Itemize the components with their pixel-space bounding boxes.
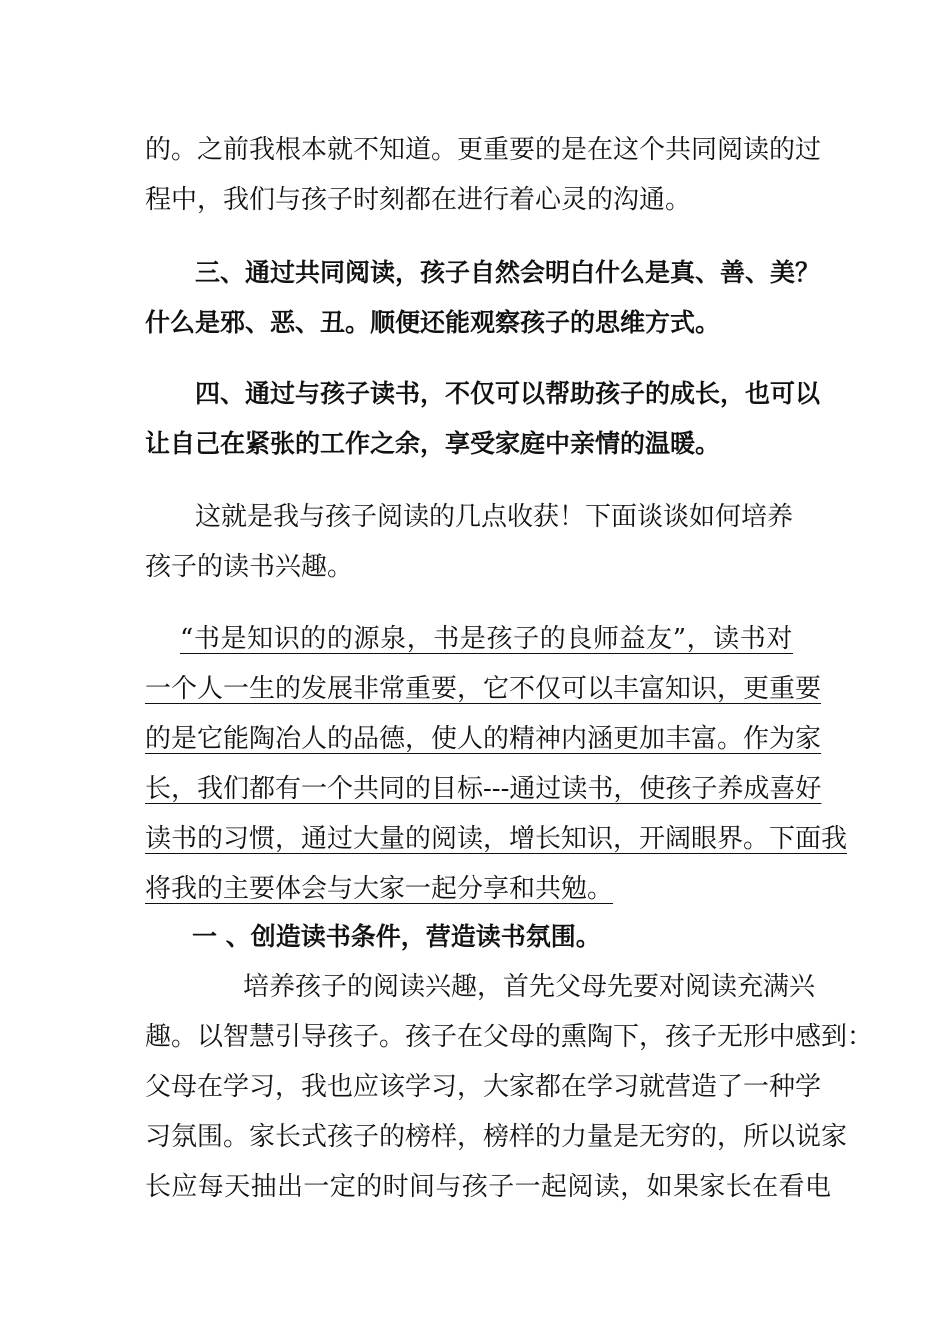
text-line: 培养孩子的阅读兴趣，首先父母先要对阅读充满兴	[243, 972, 816, 1002]
text-line: 孩子的读书兴趣。	[145, 552, 354, 582]
text-line: 的。之前我根本就不知道。更重要的是在这个共同阅读的过	[145, 135, 822, 165]
bold-heading-line: 四、通过与孩子读书，不仅可以帮助孩子的成长，也可以	[195, 379, 821, 408]
text-line: 程中，我们与孩子时刻都在进行着心灵的沟通。	[145, 185, 692, 215]
bold-heading-line: 什么是邪、恶、丑。顺便还能观察孩子的思维方式。	[145, 308, 721, 337]
underlined-text-line: 读书的习惯，通过大量的阅读，增长知识，开阔眼界。下面我	[145, 824, 848, 854]
underlined-text-line: 将我的主要体会与大家一起分享和共勉。	[145, 874, 614, 904]
underlined-text-line: 一个人一生的发展非常重要，它不仅可以丰富知识，更重要	[145, 674, 822, 704]
underlined-text-line: 长，我们都有一个共同的目标---通过读书，使孩子养成喜好	[145, 774, 822, 804]
section-heading: 一 、创造读书条件，营造读书氛围。	[192, 922, 601, 951]
bold-heading-line: 三、通过共同阅读，孩子自然会明白什么是真、善、美？	[195, 258, 821, 287]
underlined-text-line: 的是它能陶冶人的品德，使人的精神内涵更加丰富。作为家	[145, 724, 822, 754]
text-line: 父母在学习，我也应该学习，大家都在学习就营造了一种学	[145, 1072, 822, 1102]
underlined-text-line: “书是知识的的源泉，书是孩子的良师益友”，读书对	[180, 624, 793, 654]
bold-heading-line: 让自己在紧张的工作之余，享受家庭中亲情的温暖。	[145, 429, 721, 458]
text-line: 长应每天抽出一定的时间与孩子一起阅读，如果家长在看电	[145, 1172, 832, 1202]
text-line: 习氛围。家长式孩子的榜样，榜样的力量是无穷的，所以说家	[145, 1122, 848, 1152]
text-line: 这就是我与孩子阅读的几点收获！下面谈谈如何培养	[195, 502, 794, 532]
text-line: 趣。以智慧引导孩子。孩子在父母的熏陶下，孩子无形中感到：	[145, 1022, 874, 1052]
